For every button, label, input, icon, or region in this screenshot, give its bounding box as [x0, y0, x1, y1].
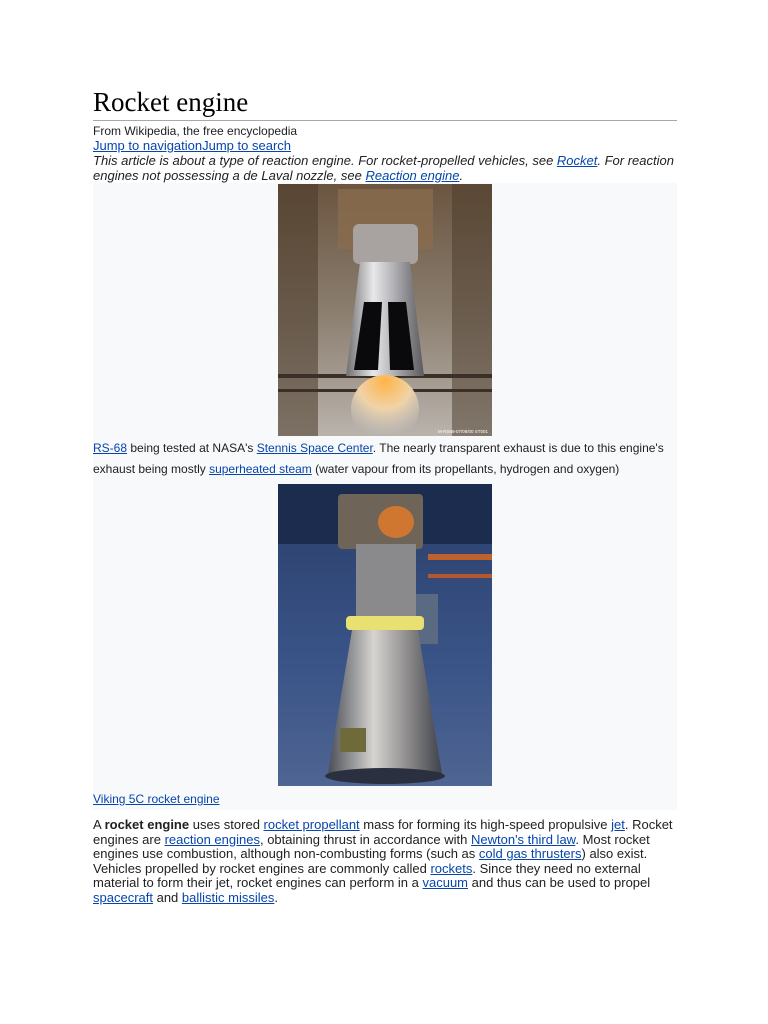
lead-text: and thus can be used to propel: [468, 875, 651, 891]
newtons-third-law-link[interactable]: Newton's third law: [470, 831, 576, 847]
caption-text: (water vapour from its propellants, hydrogen and oxygen): [311, 461, 620, 476]
lead-text: mass for forming its high-speed propulsive: [359, 817, 612, 832]
site-tagline: From Wikipedia, the free encyclopedia: [93, 124, 298, 138]
lead-text: . Rocket engines are: [93, 817, 673, 847]
hatnote-text: . For reaction engines not possessing a de Laval nozzle, see: [93, 153, 674, 183]
lead-paragraph: [93, 818, 677, 906]
page-title: Rocket engine: [93, 86, 677, 121]
thumbnail-gallery: [93, 183, 677, 810]
lead-text: A: [93, 817, 105, 832]
reaction-engines-link[interactable]: reaction engines: [164, 831, 260, 847]
photo-stamp: M-RS68-07/08/00 ST001: [437, 429, 488, 434]
ballistic-missiles-link[interactable]: ballistic missiles: [181, 889, 275, 905]
rocket-link[interactable]: Rocket: [556, 153, 598, 168]
hatnote: [93, 153, 677, 183]
hatnote-text: .: [459, 168, 464, 183]
spacecraft-link[interactable]: spacecraft: [93, 889, 153, 905]
lead-text: , obtaining thrust in accordance with: [259, 831, 471, 847]
rs-68-link[interactable]: RS-68: [93, 441, 128, 455]
lead-text: . Most rocket engines use combustion, although non-combusting forms (such as: [93, 831, 650, 862]
lead-text: uses stored: [189, 817, 264, 832]
rockets-link[interactable]: rockets: [430, 860, 473, 876]
viking-5c-image[interactable]: [278, 484, 492, 786]
lead-text: ) also exist. Vehicles propelled by rocket engines are commonly called: [93, 846, 648, 876]
jump-to-search-link[interactable]: Jump to search: [202, 138, 291, 153]
superheated-steam-link[interactable]: superheated steam: [209, 461, 312, 476]
lead-text: and: [152, 889, 182, 905]
caption-text: being tested at NASA's: [127, 441, 257, 455]
figure2-caption: [93, 786, 677, 810]
article: [93, 86, 677, 906]
hatnote-text: This article is about a type of reaction engine. For rocket-propelled vehicles, see: [93, 153, 557, 168]
lead-bold-term: rocket engine: [104, 817, 190, 832]
figure1-caption: [93, 436, 677, 479]
jump-to-navigation-link[interactable]: Jump to navigation: [93, 138, 203, 153]
jet-link[interactable]: jet: [611, 817, 625, 832]
vacuum-link[interactable]: vacuum: [422, 875, 469, 891]
rocket-propellant-link[interactable]: rocket propellant: [263, 817, 360, 832]
rs68-test-image[interactable]: [278, 183, 492, 436]
caption-text: . The nearly transparent exhaust is due to this engine's exhaust being mostly: [93, 441, 664, 476]
jump-links: [93, 138, 677, 153]
viking-5c-link[interactable]: Viking 5C rocket engine: [93, 792, 220, 806]
reaction-engine-link[interactable]: Reaction engine: [365, 168, 460, 183]
lead-text: .: [274, 889, 278, 905]
lead-text: . Since they need no external material to form their jet, rocket engines can perform in a: [93, 860, 641, 891]
stennis-space-center-link[interactable]: Stennis Space Center: [256, 441, 373, 455]
cold-gas-thrusters-link[interactable]: cold gas thrusters: [478, 846, 582, 862]
